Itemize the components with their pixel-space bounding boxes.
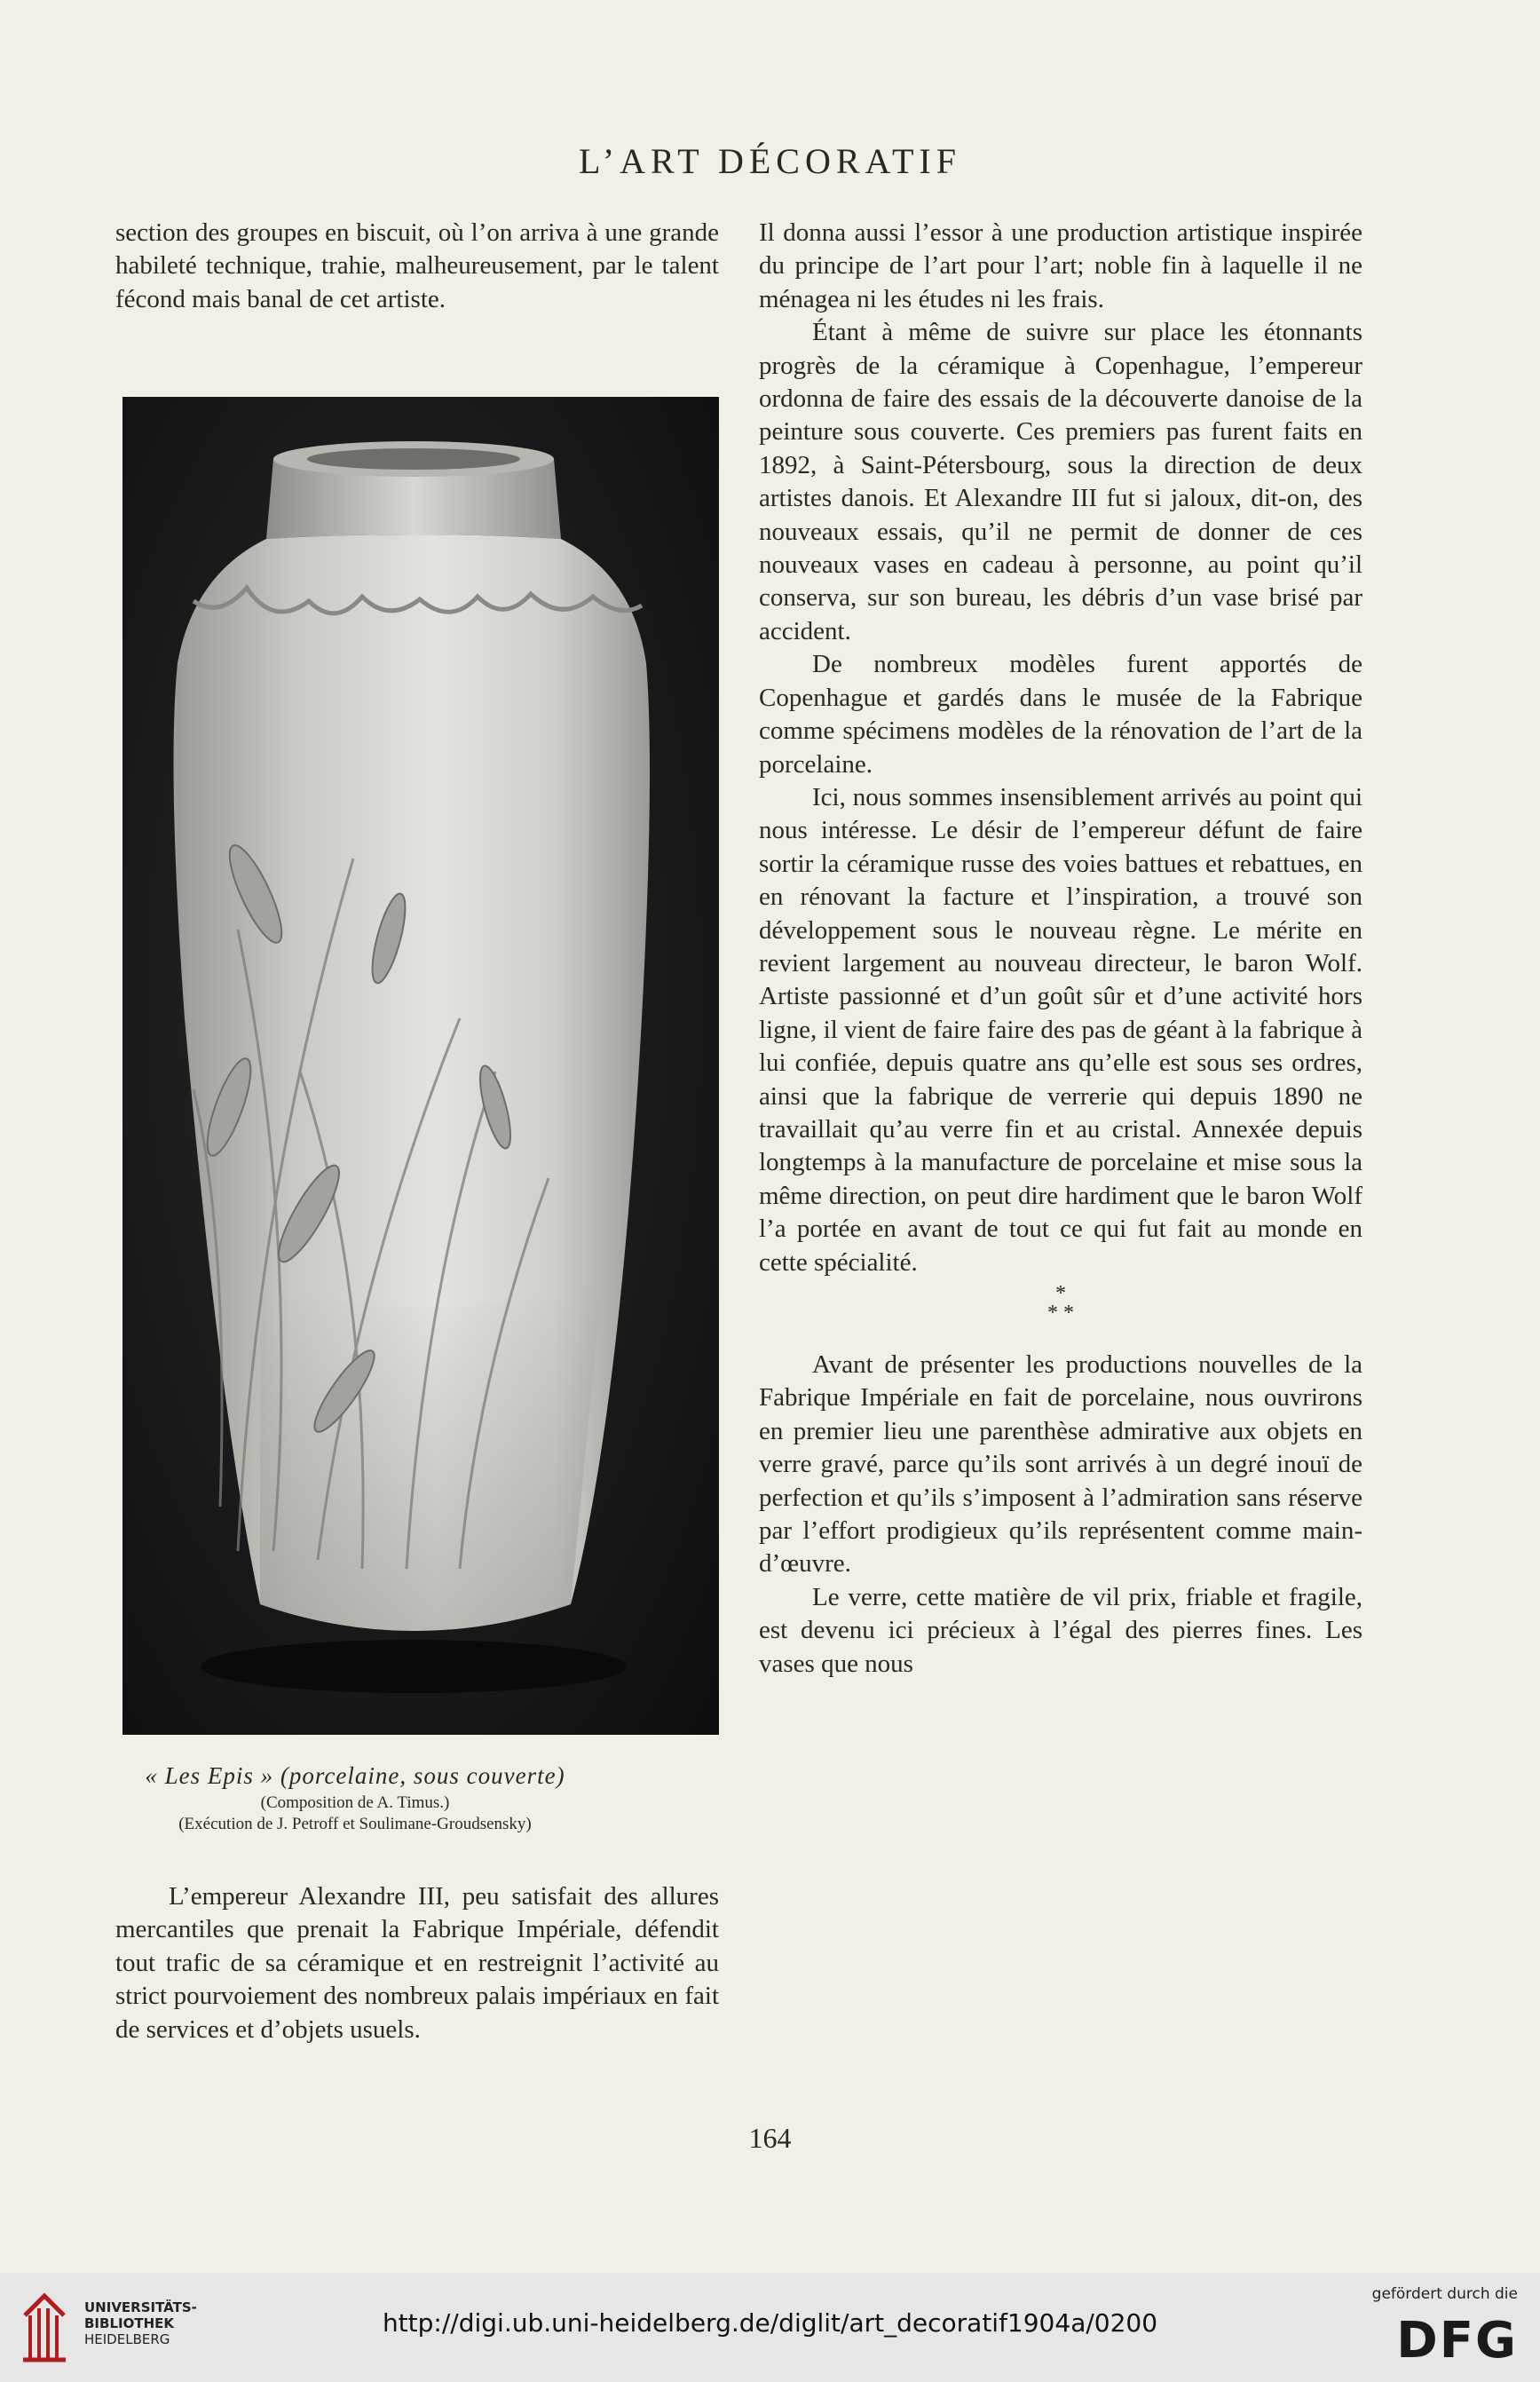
running-title: L’ART DÉCORATIF	[579, 141, 961, 181]
left-column-bottom	[115, 1880, 719, 2046]
caption-execution: (Exécution de J. Petroff et Soulimane-Groudsensky)	[178, 1815, 532, 1833]
document-url-link[interactable]: http://digi.ub.uni-heidelberg.de/diglit/art_decoratif1904a/0200	[382, 2308, 1158, 2338]
right-paragraph-4: Ici, nous sommes insensiblement arrivés au point qui nous intéresse. Le désir de l’empereur défunt de faire sortir la céramique russe des voies battues et rebattues, en en rénovant la facture et l’inspiration, a trouvé son développement sous le nouveau règne. Le mérite en revient largement au nouveau directeur, le baron Wolf. Artiste passionné et d’un goût sûr et d’une activité hors ligne, il vient de faire faire des pas de géant à la fabrique à lui confiée, depuis quatre ans qu’elle est sous ses ordres, ainsi que la fabrique de verrerie qui depuis 1890 ne travaillait qu’au verre fin et au cristal. Annexée depuis longtemps à la manufacture de porcelaine et mise sous la même direction, on peut dire hardiment que le baron Wolf l’a portée en avant de tout ce qui fut fait au monde en cette spécialité.	[759, 782, 1362, 1277]
library-name-line-3: HEIDELBERG	[84, 2331, 170, 2347]
right-paragraph-3: De nombreux modèles furent apportés de Copenhague et gardés dans le musée de la Fabrique comme spécimens modèles de la rénovation de l’art de la porcelaine.	[759, 650, 1362, 779]
caption-title: « Les Epis » (porcelaine, sous couverte)	[145, 1762, 565, 1789]
library-name-line-2: BIBLIOTHEK	[84, 2315, 174, 2331]
section-separator	[759, 1279, 1362, 1349]
left-paragraph-1: section des groupes en biscuit, où l’on arriva à une grande habileté technique, trahie, malheureusement, par le talent fécond mais banal de cet artiste.	[115, 218, 719, 313]
left-column-top	[115, 217, 719, 316]
page-number: 164	[748, 2122, 792, 2154]
vase-photograph	[122, 397, 719, 1735]
right-paragraph-6: Le verre, cette matière de vil prix, friable et fragile, est devenu ici précieux à l’égal des pierres fines. Les vases que nous	[759, 1582, 1362, 1678]
dfg-logo: DFG	[1396, 2312, 1518, 2370]
digitization-footer	[0, 2273, 1540, 2382]
separator-top-star: *	[1055, 1282, 1066, 1305]
caption-composition: (Composition de A. Timus.)	[260, 1793, 450, 1812]
right-paragraph-1: Il donna aussi l’essor à une production artistique inspirée du principe de l’art pour l’art; noble fin à laquelle il ne ménagea ni les études ni les frais.	[759, 218, 1362, 313]
funding-note: gefördert durch die	[1371, 2285, 1518, 2303]
separator-bottom-stars: * *	[1047, 1302, 1074, 1325]
library-name-line-1: UNIVERSITÄTS-	[84, 2299, 197, 2315]
right-paragraph-5: Avant de présenter les productions nouvelles de la Fabrique Impériale en fait de porcelaine, nous ouvrirons en premier lieu une parenthèse admirative aux objets en verre gravé, parce qu’ils sont arrivés à un degré inouï de perfection et qu’ils s’imposent à l’admiration sans réserve par l’effort prodigieux qu’ils représentent comme main-d’œuvre.	[759, 1350, 1362, 1579]
left-paragraph-2: L’empereur Alexandre III, peu satisfait des allures mercantiles que prenait la Fabrique Impériale, défendit tout trafic de sa céramique et en restreignit l’activité au strict pourvoiement des nombreux palais impériaux en fait de services et d’objets usuels.	[115, 1882, 719, 2044]
right-paragraph-2: Étant à même de suivre sur place les étonnants progrès de la céramique à Copenhague, l’empereur ordonna de faire des essais de la découverte danoise de la peinture sous couverte. Ces premiers pas furent faits en 1892, à Saint-Pétersbourg, sous la direction de deux artistes danois. Et Alexandre III fut si jaloux, dit-on, des nouveaux essais, qu’il ne permit de donner de ces nouveaux vases en cadeau à personne, au point qu’il conserva, sur son bureau, les débris d’un vase brisé par accident.	[759, 318, 1362, 645]
right-column	[759, 217, 1362, 1681]
figure-caption	[115, 1762, 595, 1834]
